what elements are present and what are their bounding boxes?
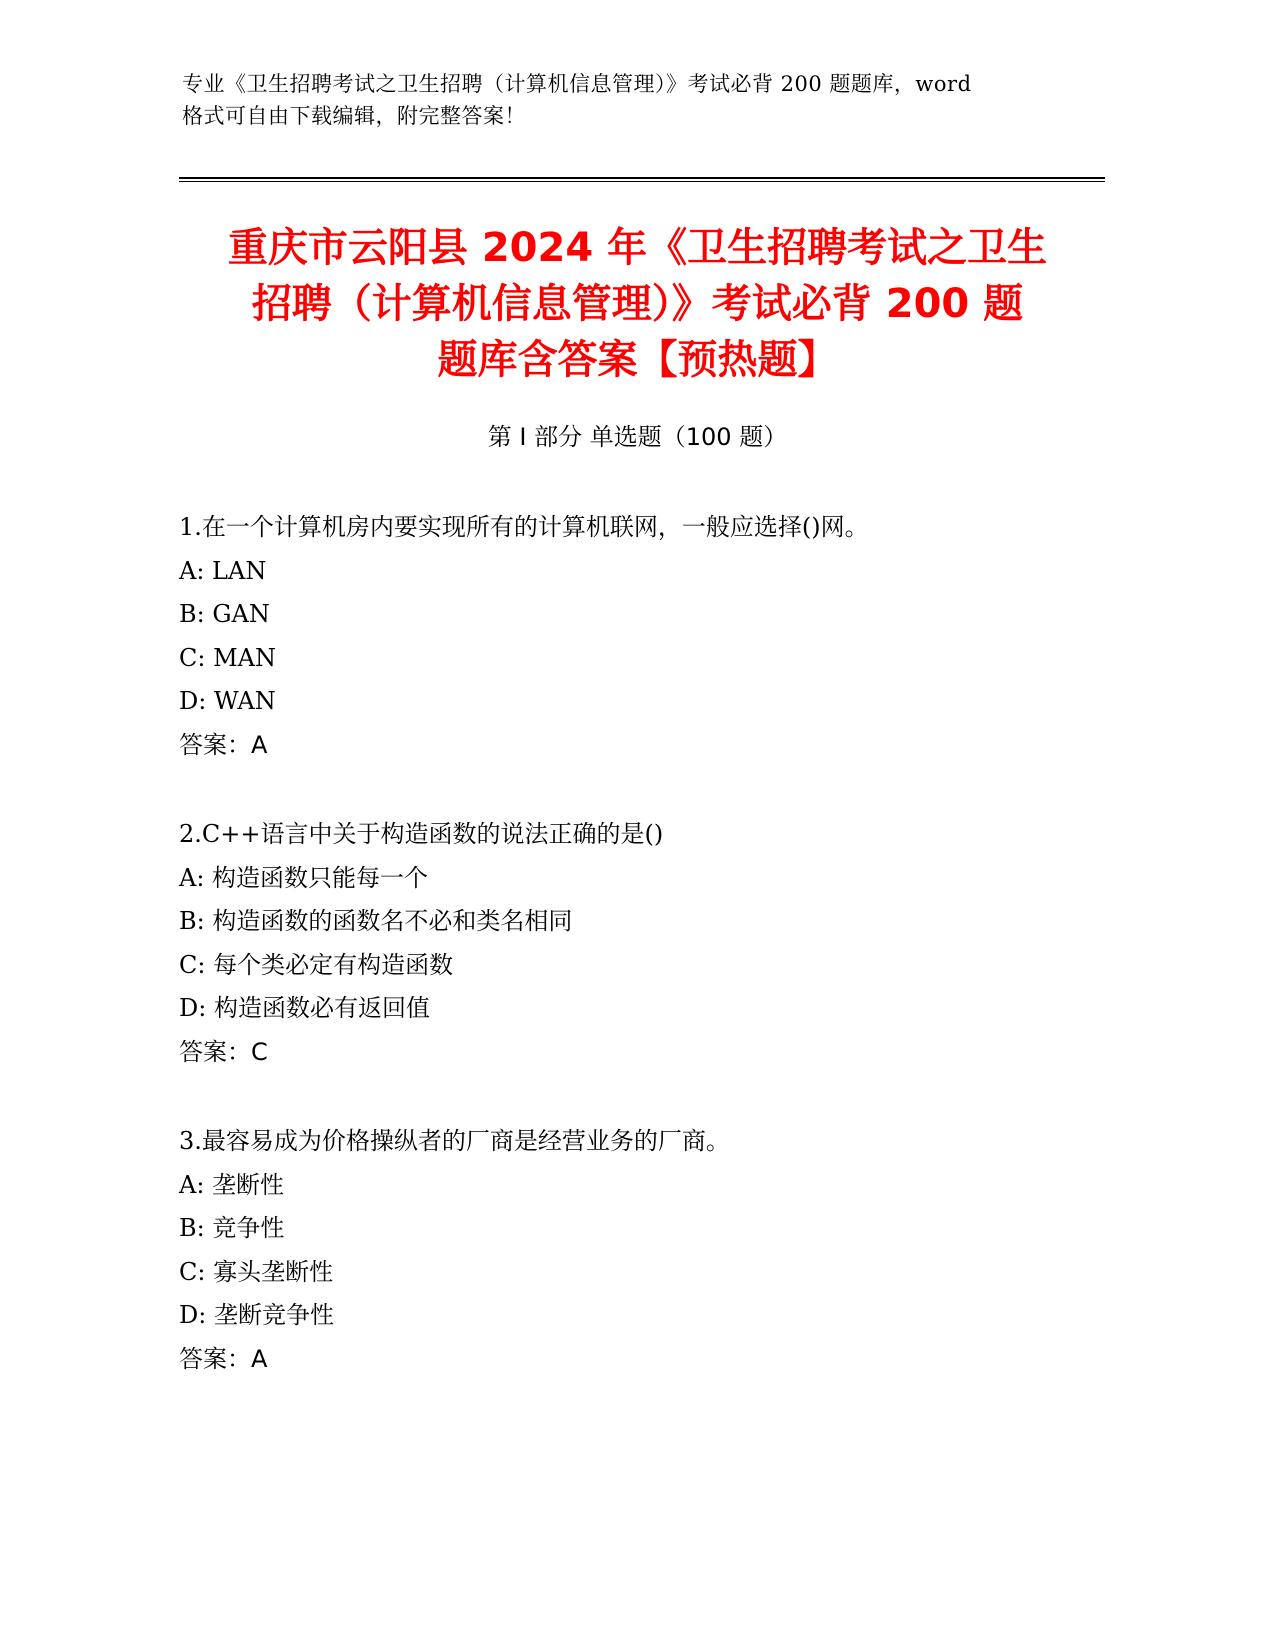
question-option: A: 垄断性 bbox=[179, 1170, 285, 1199]
header-divider bbox=[179, 177, 1105, 179]
header-note-line: 格式可自由下载编辑，附完整答案！ bbox=[182, 104, 526, 128]
header-note-line: 专业《卫生招聘考试之卫生招聘（计算机信息管理）》考试必背 200 题题库，word bbox=[182, 72, 972, 96]
question-option: B: 构造函数的函数名不必和类名相同 bbox=[179, 907, 573, 935]
title-line: 招聘（计算机信息管理）》考试必背 200 题 bbox=[251, 281, 1024, 327]
question-item bbox=[179, 813, 1129, 1074]
question-option: D: 垄断竞争性 bbox=[179, 1301, 334, 1329]
question-option: A: LAN bbox=[179, 556, 267, 585]
title-line: 题库含答案【预热题】 bbox=[437, 337, 838, 383]
question-answer: 答案：A bbox=[179, 1344, 268, 1373]
question-list bbox=[179, 506, 1129, 1427]
question-item bbox=[179, 506, 1129, 767]
question-option: A: 构造函数只能每一个 bbox=[179, 863, 429, 892]
question-option: C: 每个类必定有构造函数 bbox=[179, 950, 454, 979]
question-stem: 2.C++语言中关于构造函数的说法正确的是() bbox=[179, 820, 664, 848]
question-item bbox=[179, 1120, 1129, 1381]
document-title bbox=[150, 220, 1125, 388]
question-option: B: 竞争性 bbox=[179, 1214, 285, 1242]
question-option: C: MAN bbox=[179, 643, 276, 672]
title-line: 重庆市云阳县 2024 年《卫生招聘考试之卫生 bbox=[227, 225, 1048, 271]
section-heading: 第 I 部分 单选题（100 题） bbox=[487, 423, 788, 451]
question-option: D: 构造函数必有返回值 bbox=[179, 994, 430, 1022]
question-stem: 3.最容易成为价格操纵者的厂商是经营业务的厂商。 bbox=[179, 1127, 730, 1155]
question-answer: 答案：C bbox=[179, 1037, 268, 1066]
question-option: D: WAN bbox=[179, 687, 276, 715]
document-header-note bbox=[182, 68, 1082, 132]
question-stem: 1.在一个计算机房内要实现所有的计算机联网，一般应选择()网。 bbox=[179, 513, 869, 541]
header-divider bbox=[179, 181, 1105, 182]
question-answer: 答案：A bbox=[179, 730, 268, 759]
question-option: B: GAN bbox=[179, 600, 270, 628]
question-option: C: 寡头垄断性 bbox=[179, 1257, 334, 1286]
